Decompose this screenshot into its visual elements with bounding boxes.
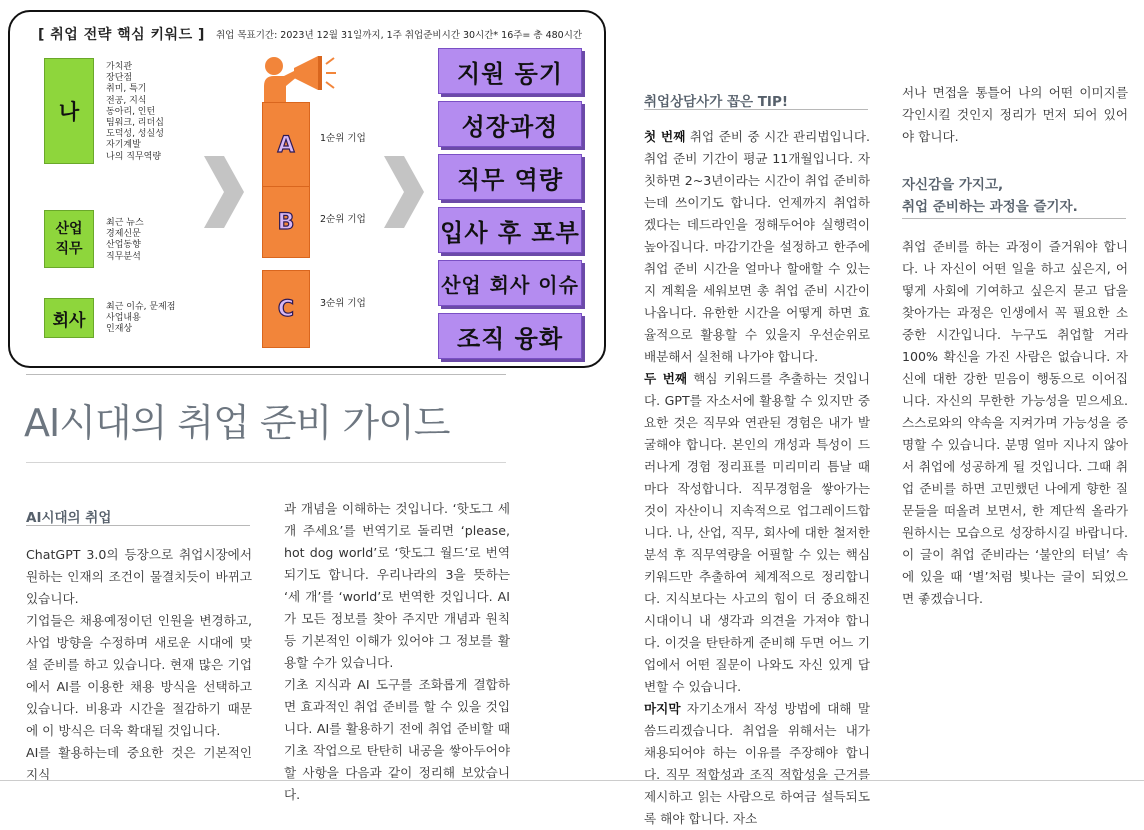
list-item: 동아리, 인턴 [106, 106, 156, 117]
keyword-infographic [8, 10, 606, 368]
list-item: 직무분석 [106, 251, 141, 262]
category-industry-job [44, 210, 94, 268]
rank-letter: C [277, 296, 295, 322]
rank-letter: B [277, 209, 295, 235]
keyword-card: 입사 후 포부 [438, 207, 582, 253]
list-item: 취미, 특기 [106, 84, 147, 95]
divider [26, 374, 506, 375]
keyword-card: 산업 회사 이슈 [438, 260, 582, 306]
industry-item-list [106, 218, 144, 263]
text-column-1 [26, 544, 252, 786]
keyword-card: 직무 역량 [438, 154, 582, 200]
tip-paragraph [644, 368, 870, 698]
paragraph: 기업들은 채용예정이던 인원을 변경하고, 사업 방향을 수정하며 새로운 시대에 맞설 준비를 하고 있습니다. 현재 많은 기업에서 AI를 이용한 채용 방식을 선택하고 있습니다. 비용과 시간을 절감하기 때문에 이 방식은 더욱 확대될 것입니다. [26, 613, 252, 738]
list-item: 도덕성, 성실성 [106, 129, 164, 140]
tip-text: 취업 준비 중 시간 관리법입니다. 취업 준비 기간이 평균 11개월입니다. 자칫하면 2~3년이라는 시간이 취업 준비하는데 쓰이기도 합니다. 언제까지 취업하겠다는 데드라인을 정해두어야 실행력이 높아집니다. 마감기간을 설정하고 한주에 취업 준비 시간을 얼마나 할애할 수 있는지 계획을 세워보면 총 취업 준비 시간이 나옵니다. 유한한 시간을 어떻게 하면 효율적으로 활용할 수 있을지 우선순위로 배분해서 실천해 나가야 합니다. [644, 129, 870, 364]
rank-label: 2순위 기업 [320, 214, 366, 225]
list-item: 팀워크, 리더십 [106, 118, 164, 129]
list-item: 인재상 [106, 324, 133, 335]
section-underline [902, 218, 1126, 219]
tip-lead: 마지막 [644, 701, 681, 716]
chevron-right-icon [382, 154, 426, 230]
category-company: 회사 [44, 298, 94, 338]
paragraph: 취업 준비를 하는 과정이 즐거워야 합니다. 나 자신이 어떤 일을 하고 싶은지, 어떻게 사회에 기여하고 싶은지 묻고 답을 찾아가는 과정은 인생에서 꼭 필요한 소중한 시간입니다. 누구도 취업할 거라 100% 확신을 가진 사람은 없습니다. 자신에 대한 강한 믿음이 행동으로 이어집니다. 자신의 무한한 가능성을 믿으세요. 스스로와의 약속을 지켜가며 가능성을 증명할 수 있습니다. 분명 얼마 지나지 않아서 취업에 성공하게 될 것입니다. 그때 취업 준비를 하면 고민했던 나에게 향한 질문들을 떠올려 보면서, 한 계단씩 올라가 원하시는 모습으로 성장하시길 바랍니다. 이 글이 취업 준비라는 ‘불안의 터널’ 속에 있을 때 ‘별’처럼 빛나는 글이 되었으면 좋겠습니다. [902, 239, 1128, 606]
section-title: AI시대의 취업 [26, 510, 112, 526]
megaphone-person-icon [262, 52, 342, 108]
rank-letter: A [277, 132, 295, 158]
keyword-card: 조직 융화 [438, 313, 582, 359]
me-item-list [106, 62, 164, 163]
section-underline [26, 525, 250, 526]
divider [26, 462, 506, 463]
section-underline [644, 109, 868, 110]
list-item: 최근 이슈, 문제점 [106, 302, 176, 312]
tip-lead: 첫 번째 [644, 129, 686, 144]
list-item: 산업동향 [106, 240, 141, 251]
rank-a-box [262, 102, 310, 188]
tip-paragraph [644, 698, 870, 830]
rank-label: 3순위 기업 [320, 298, 366, 309]
chevron-right-icon [202, 154, 246, 230]
text-column-3 [644, 126, 870, 830]
paragraph: ChatGPT 3.0의 등장으로 취업시장에서 원하는 인재의 조건이 물결치듯이 바뀌고 있습니다. [26, 547, 252, 606]
list-item: 자기계발 [106, 140, 141, 151]
tip-lead: 두 번째 [644, 371, 688, 386]
text-column-4-top [902, 82, 1128, 148]
paragraph: 과 개념을 이해하는 것입니다. ‘핫도그 세 개 주세요’를 번역기로 돌리면 ‘please, hot dog world’로 ‘핫도그 월드’로 번역되기도 합니다. 우리나라의 3을 뜻하는 ‘세 개’를 ‘world’로 번역한 것입니다. AI가 모든 정보를 찾아 주지만 개념과 원칙 등 기본적인 이해가 있어야 그 정보를 활용할 수가 있습니다. [284, 501, 510, 670]
tip-text: 핵심 키워드를 추출하는 것입니다. GPT를 자소서에 활용할 수 있지만 중요한 것은 직무와 연관된 경험은 내가 발굴해야 합니다. 본인의 개성과 특성이 드러나게 경험 정리표를 미리미리 틈날 때마다 작성합니다. 직무경험을 쌓아가는 것이 자산이니 지속적으로 업그레이드합니다. 나, 산업, 직무, 회사에 대한 철저한 분석 후 직무역량을 어필할 수 있는 핵심 키워드만 추출하여 체계적으로 정리합니다. 지식보다는 사고의 힘이 더 중요해진 시대이니 내 생각과 의견을 가져야 합니다. 이것을 탄탄하게 준비해 두면 어느 기업에서 어떤 질문이 나와도 자신 있게 답변할 수 있습니다. [644, 371, 870, 694]
company-item-list [106, 302, 175, 336]
category-me: 나 [44, 58, 94, 164]
text-column-4-body [902, 236, 1128, 610]
keyword-card: 지원 동기 [438, 48, 582, 94]
list-item: 경제신문 [106, 229, 141, 240]
text-column-2 [284, 498, 510, 806]
list-item: 나의 직무역량 [106, 151, 162, 162]
paragraph: AI를 활용하는데 중요한 것은 기본적인 지식 [26, 745, 252, 782]
list-item: 사업내용 [106, 313, 141, 324]
infographic-title: [ 취업 전략 핵심 키워드 ] [38, 27, 205, 43]
section-title: 취업상담사가 꼽은 TIP! [644, 94, 789, 110]
paragraph: 서나 면접을 통틀어 나의 어떤 이미지를 각인시킬 것인지 정리가 먼저 되어 있어야 합니다. [902, 85, 1128, 144]
category-industry-job-label: 산업 직무 [55, 221, 83, 257]
section-title: 자신감을 가지고, 취업 준비하는 과정을 즐기자. [902, 177, 1078, 215]
rank-b-box [262, 186, 310, 258]
list-item: 전공, 지식 [106, 95, 147, 106]
rank-c-box [262, 270, 310, 348]
keyword-card: 성장과정 [438, 101, 582, 147]
page-title: AI시대의 취업 준비 가이드 [24, 401, 450, 445]
list-item: 가치관 [106, 62, 133, 72]
divider [0, 780, 1144, 781]
paragraph: 기초 지식과 AI 도구를 조화롭게 결합하면 효과적인 취업 준비를 할 수 있을 것입니다. AI를 활용하기 전에 취업 준비할 때 기초 작업으로 탄탄히 내공을 쌓아두어야 할 사항을 다음과 같이 정리해 보았습니다. [284, 677, 510, 802]
tip-paragraph [644, 126, 870, 368]
rank-label: 1순위 기업 [320, 133, 366, 144]
list-item: 최근 뉴스 [106, 218, 144, 228]
tip-text: 자기소개서 작성 방법에 대해 말씀드리겠습니다. 취업을 위해서는 내가 채용되어야 하는 이유를 주장해야 합니다. 직무 적합성과 조직 적합성을 근거를 제시하고 읽는 사람으로 하여금 설득되도록 해야 합니다. 자소 [644, 701, 870, 826]
list-item: 장단점 [106, 73, 133, 84]
infographic-goal: 취업 목표기간: 2023년 12월 31일까지, 1주 취업준비시간 30시간* 16주= 총 480시간 [216, 30, 583, 41]
